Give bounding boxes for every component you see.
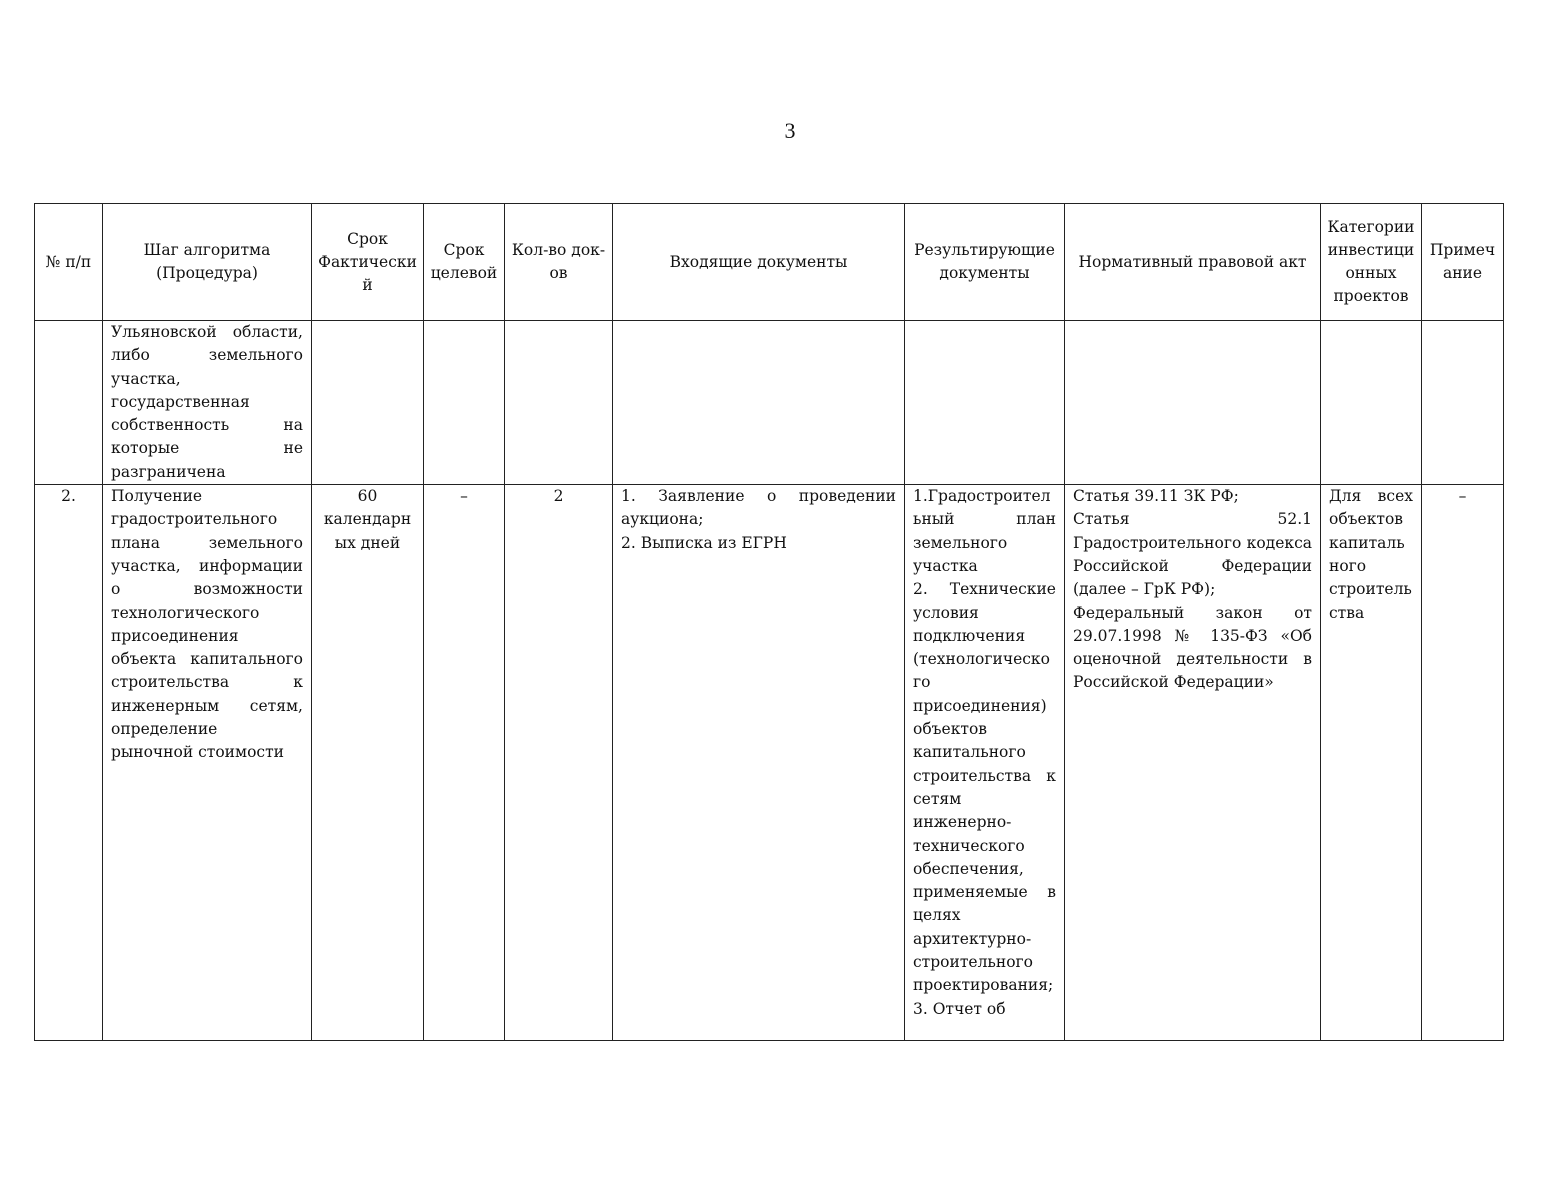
- input-doc-item: 1. Заявление о проведении аукциона;: [621, 487, 896, 529]
- cell-legal-act: [1065, 485, 1321, 1041]
- table-row-continuation: [35, 321, 1504, 485]
- cell-num: [35, 321, 103, 485]
- result-doc-item: 1.Градостроительный план земельного участка: [913, 487, 1056, 575]
- legal-act-item: Статья 52.1 Градостроительного кодекса Российской Федерации (далее – ГрК РФ);: [1073, 510, 1312, 599]
- cell-result-docs: [905, 321, 1065, 485]
- cell-invest-category: Для всех объектов капитального строительства: [1321, 485, 1422, 1041]
- cell-step: Ульяновской области, либо земельного участка, государственная собственность на которые не разграничена: [103, 321, 312, 485]
- table-header-row: [35, 204, 1504, 321]
- cell-step: Получение градостроительного плана земельного участка, информации о возможности технологического присоединения объекта капитального строительства к инженерным сетям, определение рыночной стоимости: [103, 485, 312, 1041]
- table-row: [35, 485, 1504, 1041]
- header-term-actual: Срок Фактический: [312, 204, 424, 321]
- cell-term-actual: [312, 321, 424, 485]
- cell-invest-category: [1321, 321, 1422, 485]
- cell-doc-count: 2: [505, 485, 613, 1041]
- procedure-table: [34, 203, 1504, 1041]
- header-step: Шаг алгоритма (Процедура): [103, 204, 312, 321]
- header-term-target: Срок целевой: [424, 204, 505, 321]
- cell-input-docs: [613, 321, 905, 485]
- cell-doc-count: [505, 321, 613, 485]
- header-doc-count: Кол-во док-ов: [505, 204, 613, 321]
- legal-act-item: Федеральный закон от 29.07.1998 № 135-ФЗ «Об оценочной деятельности в Российской Федерации»: [1073, 603, 1312, 692]
- cell-input-docs: [613, 485, 905, 1041]
- input-doc-item: 2. Выписка из ЕГРН: [621, 533, 787, 552]
- cell-result-docs: [905, 485, 1065, 1041]
- header-result-docs: Результирующие документы: [905, 204, 1065, 321]
- result-doc-item: 3. Отчет об: [913, 999, 1006, 1018]
- header-num: № п/п: [35, 204, 103, 321]
- cell-term-target: –: [424, 485, 505, 1041]
- cell-legal-act: [1065, 321, 1321, 485]
- page-number: 3: [784, 118, 796, 143]
- result-doc-item: 2. Технические условия подключения (технологического присоединения) объектов капитального строительства к сетям инженерно-технического обеспечения, применяемые в целях архитектурно-строительного проектирования;: [913, 580, 1056, 995]
- header-legal-act: Нормативный правовой акт: [1065, 204, 1321, 321]
- cell-note: –: [1422, 485, 1504, 1041]
- header-note: Примечание: [1422, 204, 1504, 321]
- cell-note: [1422, 321, 1504, 485]
- cell-num: 2.: [35, 485, 103, 1041]
- cell-term-actual: 60 календарных дней: [312, 485, 424, 1041]
- header-invest-category: Категории инвестиционных проектов: [1321, 204, 1422, 321]
- cell-term-target: [424, 321, 505, 485]
- header-input-docs: Входящие документы: [613, 204, 905, 321]
- legal-act-item: Статья 39.11 ЗК РФ;: [1073, 487, 1239, 506]
